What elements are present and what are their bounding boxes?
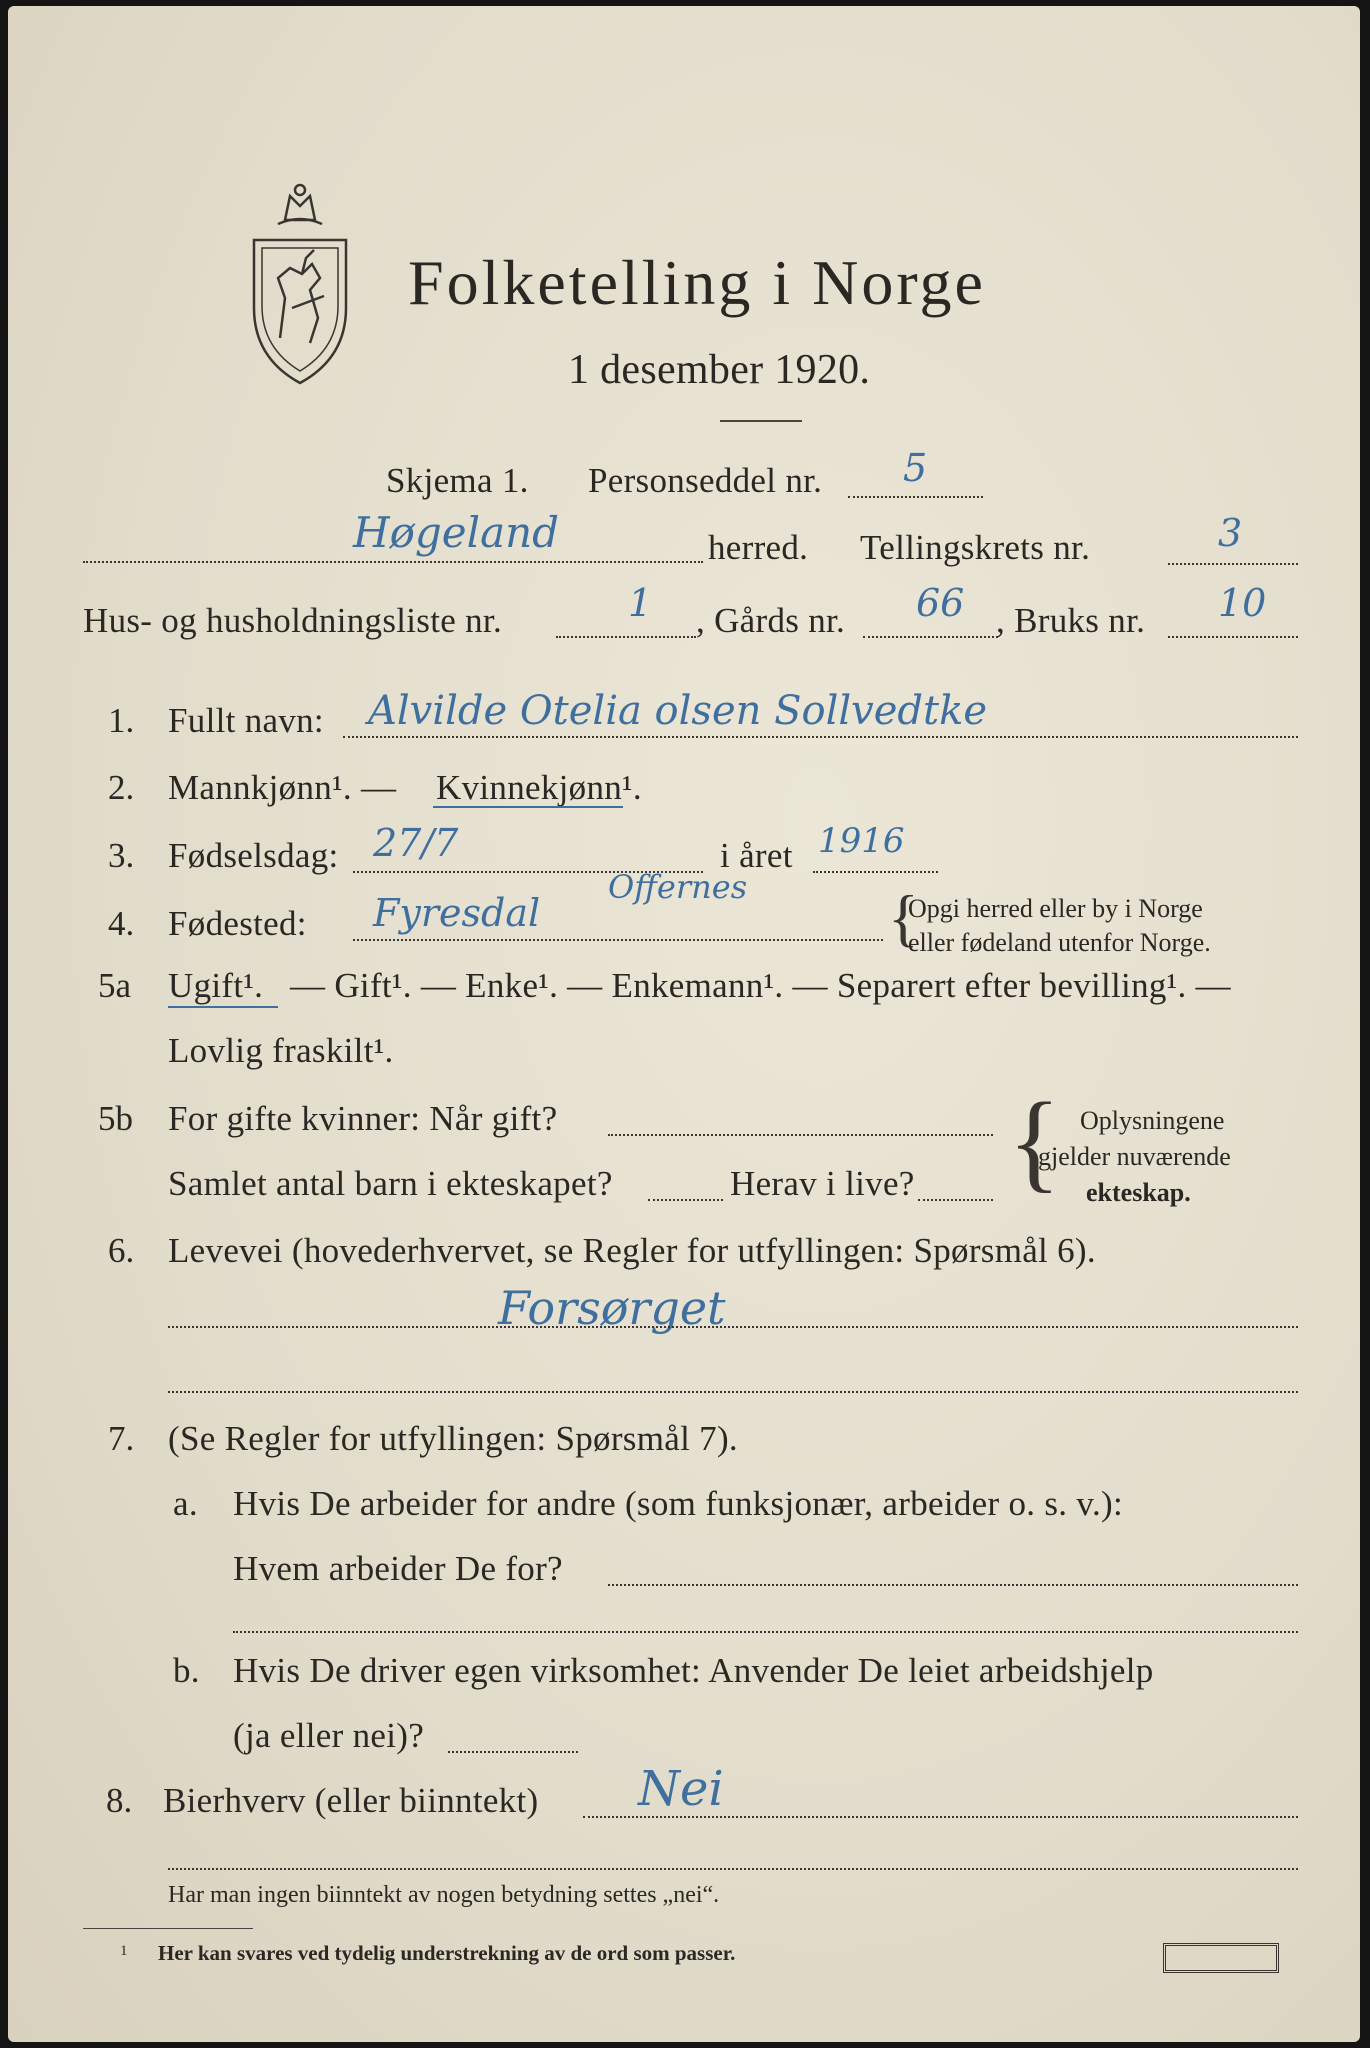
q6-label: Levevei (hovederhvervet, se Regler for utfyllingen: Spørsmål 6). bbox=[168, 1231, 1096, 1270]
q5b-note-line1: Oplysningene bbox=[1080, 1106, 1225, 1135]
q7-number: 7. bbox=[108, 1419, 135, 1458]
husholdningsliste-value[interactable]: 1 bbox=[628, 581, 653, 625]
norway-coat-of-arms-icon bbox=[240, 178, 360, 388]
q4-number: 4. bbox=[108, 904, 135, 943]
year-label: i året bbox=[720, 836, 793, 875]
bruks-value[interactable]: 10 bbox=[1218, 581, 1267, 625]
census-date: 1 desember 1920. bbox=[568, 347, 871, 393]
q5b-number: 5b bbox=[98, 1099, 133, 1138]
full-name-value[interactable]: Alvilde Otelia olsen Sollvedtke bbox=[368, 688, 988, 734]
q2-number: 2. bbox=[108, 768, 135, 807]
birth-year-value[interactable]: 1916 bbox=[818, 821, 905, 861]
tellingskrets-label: Tellingskrets nr. bbox=[860, 528, 1091, 567]
personseddel-value[interactable]: 5 bbox=[903, 446, 928, 490]
q4-note-line1: Opgi herred eller by i Norge bbox=[908, 894, 1203, 923]
q4-brace: { bbox=[888, 882, 919, 953]
printer-stamp bbox=[1163, 1943, 1279, 1973]
mannkjonn-option[interactable]: Mannkjønn¹. — bbox=[168, 768, 397, 807]
herred-value[interactable]: Høgeland bbox=[353, 508, 560, 557]
husholdningsliste-label: Hus- og husholdningsliste nr. bbox=[83, 601, 502, 640]
tellingskrets-value[interactable]: 3 bbox=[1218, 511, 1243, 555]
q5b-note-line2: gjelder nuværende bbox=[1038, 1142, 1231, 1171]
birthplace-value-above[interactable]: Offernes bbox=[608, 868, 748, 906]
q5b-label1: For gifte kvinner: Når gift? bbox=[168, 1099, 558, 1138]
side-income-value[interactable]: Nei bbox=[638, 1761, 724, 1817]
q4-note-line2: eller fødeland utenfor Norge. bbox=[908, 928, 1211, 957]
ugift-option[interactable]: Ugift¹. bbox=[168, 966, 264, 1005]
birthplace-value[interactable]: Fyresdal bbox=[373, 891, 541, 935]
q5a-options[interactable]: — Gift¹. — Enke¹. — Enkemann¹. — Separert efter bevilling¹. — bbox=[290, 966, 1231, 1005]
q5a-line2[interactable]: Lovlig fraskilt¹. bbox=[168, 1031, 394, 1070]
q5b-brace: { bbox=[1008, 1080, 1061, 1202]
q5b-note-line3: ekteskap. bbox=[1086, 1178, 1191, 1207]
q7-label: (Se Regler for utfyllingen: Spørsmål 7). bbox=[168, 1419, 738, 1458]
q4-label: Fødested: bbox=[168, 904, 307, 943]
gards-value[interactable]: 66 bbox=[916, 581, 965, 625]
q7a-line2: Hvem arbeider De for? bbox=[233, 1549, 563, 1588]
personseddel-label: Personseddel nr. bbox=[588, 461, 823, 500]
birthdate-value[interactable]: 27/7 bbox=[373, 821, 459, 865]
q1-label: Fullt navn: bbox=[168, 701, 324, 740]
occupation-value[interactable]: Forsørget bbox=[498, 1281, 726, 1335]
q7b-line2: (ja eller nei)? bbox=[233, 1716, 425, 1755]
q7a-letter: a. bbox=[173, 1484, 198, 1523]
q3-number: 3. bbox=[108, 836, 135, 875]
form-title: Folketelling i Norge bbox=[408, 247, 986, 318]
herred-label: herred. bbox=[708, 528, 809, 567]
q7b-letter: b. bbox=[173, 1651, 200, 1690]
q3-label: Fødselsdag: bbox=[168, 836, 339, 875]
footnote-mark: 1 bbox=[120, 1943, 128, 1959]
q7b-line1: Hvis De driver egen virksomhet: Anvender De leiet arbeidshjelp bbox=[233, 1651, 1154, 1690]
q5b-label2: Samlet antal barn i ekteskapet? bbox=[168, 1164, 613, 1203]
q5a-number: 5a bbox=[98, 966, 132, 1005]
q8-number: 8. bbox=[106, 1781, 133, 1820]
q5b-label3: Herav i live? bbox=[730, 1164, 915, 1203]
kvinnekjonn-option[interactable]: Kvinnekjønn¹. bbox=[436, 768, 642, 807]
skjema-label: Skjema 1. bbox=[386, 461, 529, 500]
gards-label: , Gårds nr. bbox=[696, 601, 846, 640]
q8-label: Bierhverv (eller biinntekt) bbox=[163, 1781, 539, 1820]
q1-number: 1. bbox=[108, 701, 135, 740]
footnote-text: Her kan svares ved tydelig understrekning av de ord som passer. bbox=[158, 1941, 736, 1965]
q7a-line1: Hvis De arbeider for andre (som funksjonær, arbeider o. s. v.): bbox=[233, 1484, 1123, 1523]
q6-number: 6. bbox=[108, 1231, 135, 1270]
census-form bbox=[8, 6, 1360, 2042]
bruks-label: , Bruks nr. bbox=[996, 601, 1146, 640]
footer-note: Har man ingen biinntekt av nogen betydning settes „nei“. bbox=[168, 1882, 720, 1908]
